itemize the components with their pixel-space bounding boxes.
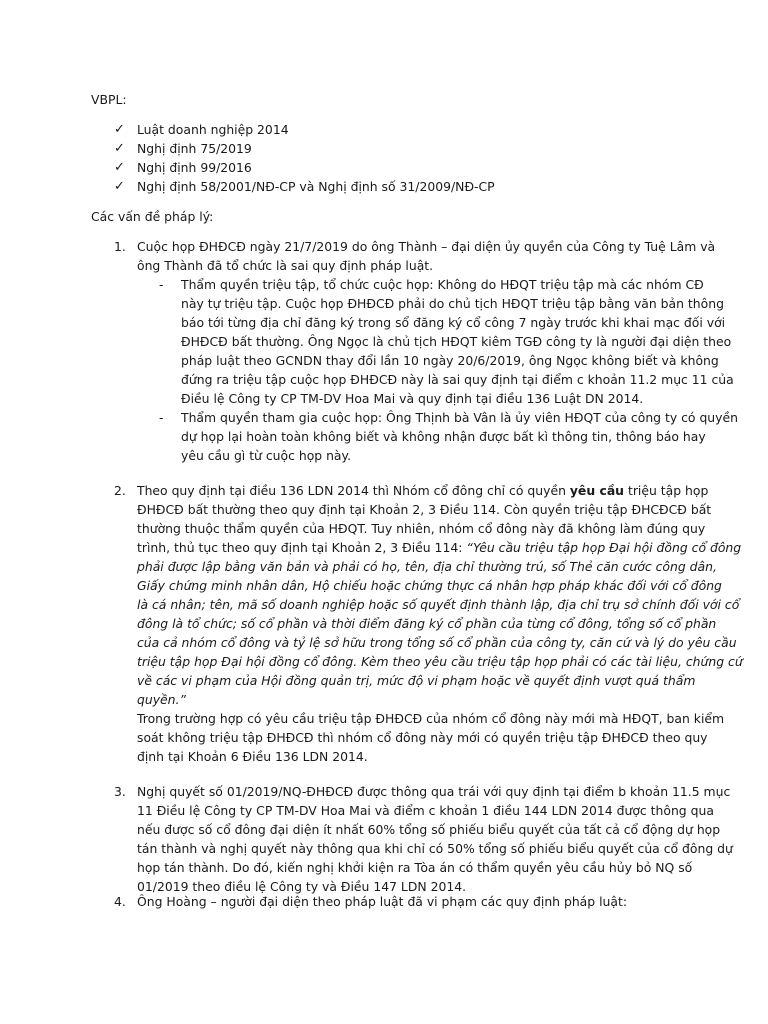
issue2-line: định tại Khoản 6 Điều 136 LDN 2014. <box>137 749 368 764</box>
issue2-quote-line: là cá nhân; tên, mã số doanh nghiệp hoặc số quyết định thành lập, địa chỉ trụ sở chính đối với cổ <box>137 597 740 612</box>
issue2-line: soát không triệu tập ĐHĐCĐ thì nhóm cổ đông này mới có quyền triệu tập ĐHĐCĐ theo quy <box>137 730 708 745</box>
issue1-sub1-line: ĐHĐCĐ bất thường. Ông Ngọc là chủ tịch HĐQT kiêm TGĐ công ty là người đại diện theo <box>181 334 732 349</box>
issue2-line: thường thuộc thẩm quyền của HĐQT. Tuy nhiên, nhóm cổ đông này đã không làm đúng quy <box>137 521 706 536</box>
issue2-quote-line: của cả nhóm cổ đông và tỷ lệ sở hữu trong tổng số cổ phần của công ty, căn cứ và lý do yêu cầu <box>137 635 737 650</box>
issue2-line: Trong trường hợp có yêu cầu triệu tập ĐHĐCĐ của nhóm cổ đông này mới mà HĐQT, ban kiểm <box>137 711 725 726</box>
bullet-dash: - <box>159 410 164 425</box>
bullet-dash: - <box>159 277 164 292</box>
issue2-bold-text: yêu cầu <box>569 483 625 498</box>
issue3-line: họp tán thành. Do đó, kiến nghị khởi kiện ra Tòa án có thẩm quyền yêu cầu hủy bỏ NQ số <box>137 860 693 875</box>
issues-heading: Các vấn đề pháp lý: <box>91 209 214 224</box>
list-number: 4. <box>114 894 126 909</box>
issue2-quote-line: triệu tập họp Đại hội đồng cổ đông. Kèm theo yêu cầu triệu tập họp phải có các tài liệu, chứng cứ <box>137 654 743 669</box>
issue2-quote-line: về các vi phạm của Hội đồng quản trị, mức độ vi phạm hoặc về quyết định vượt quá thẩm <box>137 673 696 688</box>
list-number: 2. <box>114 483 126 498</box>
issue2-line <box>137 539 741 557</box>
list-number: 3. <box>114 784 126 799</box>
issue1-sub2-line: dự họp lại hoàn toàn không biết và không nhận được bất kì thông tin, thông báo hay <box>181 429 706 444</box>
issue3-line: 01/2019 theo điều lệ Công ty và Điều 147 LDN 2014. <box>137 879 467 894</box>
issue1-sub1-line: Thẩm quyền triệu tập, tổ chức cuộc họp: Không do HĐQT triệu tập mà các nhóm CĐ <box>181 277 704 292</box>
issue2-line <box>137 482 708 500</box>
vbpl-heading: VBPL: <box>91 92 127 107</box>
list-number: 1. <box>114 239 126 254</box>
issue2-quote-line: Giấy chứng minh nhân dân, Hộ chiếu hoặc chứng thực cá nhân hợp pháp khác đối với cổ đông <box>137 578 722 593</box>
issue4-line: Ông Hoàng – người đại diện theo pháp luật đã vi phạm các quy định pháp luật: <box>137 894 628 909</box>
issue2-quote-line: đông là tổ chức; số cổ phần và thời điểm đăng ký cổ phần của từng cổ đông, tổng số cổ phần <box>137 616 717 631</box>
vbpl-item: Nghị định 58/2001/NĐ-CP và Nghị định số 31/2009/NĐ-CP <box>137 179 495 194</box>
issue3-line: nếu được số cổ đông đại diện ít nhất 60% tổng số phiếu biểu quyết của tất cả cổ động dự họp <box>137 822 721 837</box>
issue2-line: ĐHĐCĐ bất thường theo quy định tại Khoản 2, 3 Điều 114. Còn quyền triệu tập ĐHCĐCĐ bất <box>137 502 712 517</box>
vbpl-item: Nghị định 75/2019 <box>137 141 252 156</box>
issue2-quote-line: quyền.” <box>137 692 186 707</box>
issue3-line: Nghị quyết số 01/2019/NQ-ĐHĐCĐ được thông qua trái với quy định tại điểm b khoản 11.5 mục <box>137 784 731 799</box>
issue2-text: Theo quy định tại điều 136 LDN 2014 thì Nhóm cổ đông chỉ có quyền <box>137 483 570 498</box>
issue1-line: ông Thành đã tổ chức là sai quy định pháp luật. <box>137 258 434 273</box>
vbpl-item: Luật doanh nghiệp 2014 <box>137 122 289 137</box>
issue3-line: 11 Điều lệ Công ty CP TM-DV Hoa Mai và điểm c khoản 1 điều 144 LDN 2014 được thông qua <box>137 803 714 818</box>
issue2-quote-line: phải được lập bằng văn bản và phải có họ, tên, địa chỉ thường trú, số Thẻ căn cước công dân, <box>137 559 717 574</box>
issue1-sub1-line: pháp luật theo GCNDN thay đổi lần 10 ngày 20/6/2019, ông Ngọc không biết và không <box>181 353 719 368</box>
issue1-sub1-line: Điều lệ Công ty CP TM-DV Hoa Mai và quy định tại điều 136 Luật DN 2014. <box>181 391 644 406</box>
issue2-text: triệu tập họp <box>624 483 709 498</box>
issue1-sub2-line: yêu cầu gì từ cuộc họp này. <box>181 448 352 463</box>
issue2-text: trình, thủ tục theo quy định tại Khoản 2, 3 Điều 114: <box>137 540 467 555</box>
checkmark-icon: ✓ <box>114 122 125 137</box>
issue1-sub1-line: này tự triệu tập. Cuộc họp ĐHĐCĐ phải do chủ tịch HĐQT triệu tập bằng văn bản thông <box>181 296 724 311</box>
checkmark-icon: ✓ <box>114 179 125 194</box>
issue1-sub1-line: báo tới từng địa chỉ đăng ký trong sổ đăng ký cổ công 7 ngày trước khi khai mạc đối với <box>181 315 726 330</box>
checkmark-icon: ✓ <box>114 160 125 175</box>
issue1-sub2-line: Thẩm quyền tham gia cuộc họp: Ông Thịnh bà Vân là ủy viên HĐQT của công ty có quyền <box>181 410 738 425</box>
issue1-sub1-line: đứng ra triệu tập cuộc họp ĐHĐCĐ này là sai quy định tại điểm c khoản 11.2 mục 11 của <box>181 372 734 387</box>
issue2-quote-text: “Yêu cầu triệu tập họp Đại hội đồng cổ đông <box>466 540 742 555</box>
vbpl-item: Nghị định 99/2016 <box>137 160 252 175</box>
issue3-line: tán thành và nghị quyết này thông qua khi chỉ có 50% tổng số phiếu biểu quyết của cổ đông dự <box>137 841 733 856</box>
issue1-line: Cuộc họp ĐHĐCĐ ngày 21/7/2019 do ông Thành – đại diện ủy quyền của Công ty Tuệ Lâm và <box>137 239 716 254</box>
checkmark-icon: ✓ <box>114 141 125 156</box>
